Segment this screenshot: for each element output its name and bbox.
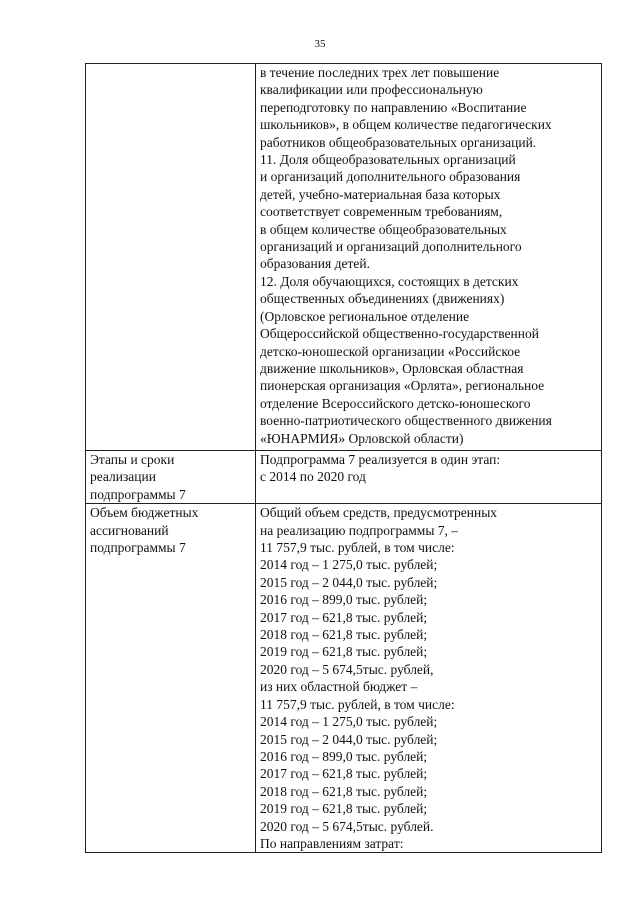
text-line: 12. Доля обучающихся, состоящих в детских: [260, 273, 519, 289]
text-line: 11 757,9 тыс. рублей, в том числе:: [260, 696, 455, 712]
row-label-line: подпрограммы 7: [90, 540, 186, 556]
text-line: с 2014 по 2020 год: [260, 469, 366, 485]
text-line: Подпрограмма 7 реализуется в один этап:: [260, 452, 501, 467]
text-line: 2016 год – 899,0 тыс. рублей;: [260, 748, 428, 764]
text-line: Общероссийской общественно-государственной: [260, 326, 539, 342]
text-line: детско-юношеской организации «Российское: [260, 343, 521, 359]
text-line: квалификации или профессиональную: [260, 82, 483, 98]
text-line: По направлениям затрат:: [260, 835, 404, 851]
passport-table: [85, 63, 602, 853]
text-line: 11. Доля общеобразовательных организаций: [260, 152, 516, 168]
text-line: Общий объем средств, предусмотренных: [260, 505, 498, 521]
content-cell: [256, 504, 602, 853]
text-line: в течение последних трех лет повышение: [260, 65, 500, 80]
text-line: 2015 год – 2 044,0 тыс. рублей;: [260, 731, 438, 747]
text-line: детей, учебно-материальная база которых: [260, 186, 501, 202]
text-line: образования детей.: [260, 256, 370, 272]
text-line: 2019 год – 621,8 тыс. рублей;: [260, 801, 428, 817]
text-line: пионерская организация «Орлята», региональное: [260, 378, 545, 394]
text-line: 2018 год – 621,8 тыс. рублей;: [260, 783, 428, 799]
text-line: соответствует современным требованиям,: [260, 204, 503, 220]
text-line: военно-патриотического общественного движения: [260, 413, 552, 429]
row-label-line: Объем бюджетных: [90, 505, 199, 521]
text-line: из них областной бюджет –: [260, 679, 418, 695]
text-line: 11 757,9 тыс. рублей, в том числе:: [260, 540, 455, 556]
text-line: (Орловское региональное отделение: [260, 308, 470, 324]
text-line: 2020 год – 5 674,5тыс. рублей,: [260, 661, 434, 677]
text-line: организаций и организаций дополнительного: [260, 239, 522, 255]
text-line: и организаций дополнительного образования: [260, 169, 521, 185]
text-line: школьников», в общем количестве педагогических: [260, 117, 552, 133]
row-label-line: подпрограммы 7: [90, 486, 186, 502]
text-line: 2018 год – 621,8 тыс. рублей;: [260, 627, 428, 643]
content-cell: [256, 451, 602, 504]
label-cell: [86, 504, 256, 853]
text-line: отделение Всероссийского детско-юношеского: [260, 395, 531, 411]
page-number: 35: [314, 38, 326, 50]
text-line: работников общеобразовательных организаций.: [260, 134, 537, 150]
table-row: [86, 64, 602, 451]
row-label-line: реализации: [90, 469, 156, 485]
text-line: 2017 год – 621,8 тыс. рублей;: [260, 609, 428, 625]
text-line: 2015 год – 2 044,0 тыс. рублей;: [260, 574, 438, 590]
text-line: «ЮНАРМИЯ» Орловской области): [260, 430, 464, 446]
text-line: движение школьников», Орловская областная: [260, 360, 524, 376]
content-cell: [256, 64, 602, 451]
row-label-line: ассигнований: [90, 522, 169, 538]
text-line: 2014 год – 1 275,0 тыс. рублей;: [260, 714, 438, 730]
row-label-line: Этапы и сроки: [90, 452, 175, 467]
text-line: 2020 год – 5 674,5тыс. рублей.: [260, 818, 434, 834]
table-row: [86, 451, 602, 504]
label-cell: [86, 64, 256, 451]
text-line: 2016 год – 899,0 тыс. рублей;: [260, 592, 428, 608]
label-cell: [86, 451, 256, 504]
text-line: 2014 год – 1 275,0 тыс. рублей;: [260, 557, 438, 573]
text-line: переподготовку по направлению «Воспитание: [260, 99, 527, 115]
text-line: 2017 год – 621,8 тыс. рублей;: [260, 766, 428, 782]
text-line: общественных объединениях (движениях): [260, 291, 505, 307]
table-row: [86, 504, 602, 853]
text-line: на реализацию подпрограммы 7, –: [260, 522, 459, 538]
text-line: 2019 год – 621,8 тыс. рублей;: [260, 644, 428, 660]
text-line: в общем количестве общеобразовательных: [260, 221, 507, 237]
